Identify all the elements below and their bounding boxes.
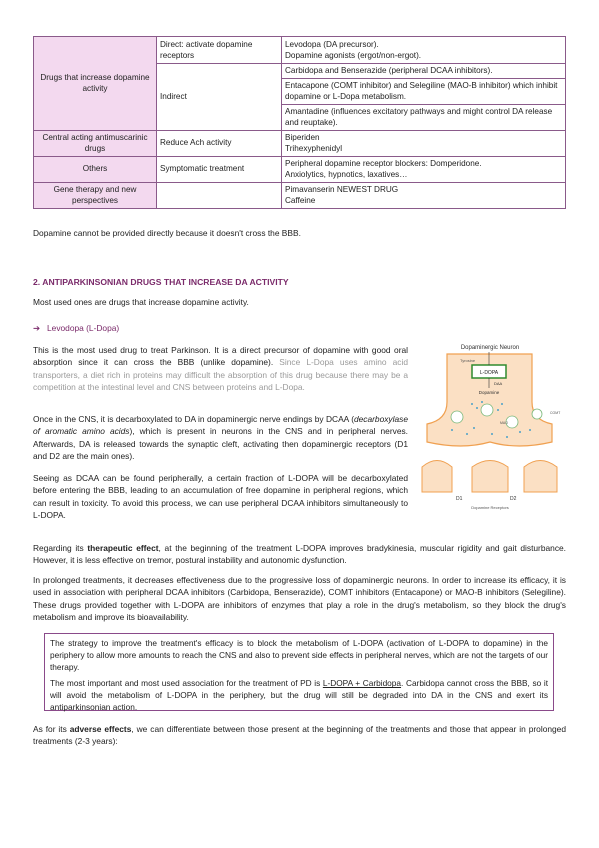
- table-line: Levodopa (DA precursor).: [285, 39, 379, 49]
- text-span: . Carbidopa cannot cross the BBB, so it will avoid the metabolism of L-DOPA in the periphery, but the drug will still be degraded into DA in the CNS and exert its antiparkinsonian action.: [50, 678, 548, 712]
- paragraph-therapeutic-effect: [33, 542, 566, 567]
- text-span-italic: decarboxylase of aromatic amino acids: [33, 414, 408, 437]
- table-cell-subcategory: Indirect: [157, 64, 282, 131]
- figure-title: Dopaminergic Neuron: [460, 345, 520, 351]
- table-cell-category: Central acting antimuscarinic drugs: [34, 130, 157, 156]
- table-cell-drugs: [282, 130, 566, 156]
- table-line: Carbidopa and Benserazide (peripheral DCAA inhibitors).: [282, 64, 566, 79]
- drug-classification-table: [33, 36, 566, 209]
- paragraph-adverse-effects: [33, 723, 566, 748]
- bbb-note: Dopamine cannot be provided directly because it doesn't cross the BBB.: [33, 228, 301, 238]
- table-cell-subcategory: [157, 182, 282, 208]
- table-line: Pimavanserin NEWEST DRUG: [285, 184, 399, 194]
- vesicle: [481, 404, 493, 416]
- subheading-text: Levodopa (L-Dopa): [47, 323, 120, 333]
- paragraph-decarboxylation: [33, 413, 408, 462]
- arrow-icon: ➔: [33, 323, 41, 333]
- text-span: Regarding its: [33, 543, 88, 553]
- vesicle: [532, 409, 542, 419]
- table-line: Trihexyphenidyl: [285, 144, 343, 153]
- box-paragraph-strategy: The strategy to improve the treatment's efficacy is to block the metabolism of L-DOPA (activation of L-DOPA to dopamine) in the periphery to allow more amounts to reach the CNS and also to prevent side effects in peripheral nerves, which are not the targets of our therapy.: [50, 638, 548, 672]
- box-paragraph-association: [50, 678, 548, 713]
- figure-mao-label: MAO: [500, 421, 508, 425]
- table-row: [34, 130, 566, 156]
- dopaminergic-neuron-figure: [412, 342, 567, 512]
- text-span: This is the most used drug to treat Parkinson. It is a direct precursor of dopamine with good oral absorption since it can cross the BBB (unlike dopamine).: [33, 345, 408, 368]
- text-span: , at the beginning of the treatment L-DOPA improves bradykinesia, muscular rigidity and gait disturbance. However, it is less effective on tremor, postural instability and autonomic dysfunction.: [33, 543, 566, 566]
- figure-daa-label: DAA: [494, 381, 503, 386]
- table-cell-category: Drugs that increase dopamine activity: [34, 37, 157, 131]
- table-cell-subcategory: Symptomatic treatment: [157, 156, 282, 182]
- table-cell-drugs: [282, 156, 566, 182]
- vesicle: [451, 411, 463, 423]
- paragraph-levodopa-intro: [33, 344, 408, 393]
- table-cell-drugs: [282, 182, 566, 208]
- figure-ldopa-label: L-DOPA: [479, 370, 499, 376]
- postsynaptic-membrane: [472, 461, 508, 493]
- table-cell-category: Gene therapy and new perspectives: [34, 182, 157, 208]
- table-cell-subcategory: Reduce Ach activity: [157, 130, 282, 156]
- section-heading: 2. ANTIPARKINSONIAN DRUGS THAT INCREASE DA ACTIVITY: [33, 277, 289, 287]
- text-span: ), which is present in neurons in the CNS and in peripheral nerves. Afterwards, DA is released towards the synaptic cleft, activating then dopaminergic receptors (D1 and D2 are the main ones).: [33, 426, 408, 461]
- table-row: [34, 182, 566, 208]
- table-cell-drugs: [282, 37, 566, 64]
- subheading: [33, 323, 119, 333]
- highlight-box: [44, 633, 554, 711]
- figure-comt-label: COMT: [550, 411, 561, 415]
- text-span: Once in the CNS, it is decarboxylated to DA in dopaminergic nerve endings by DCAA (: [33, 414, 354, 424]
- figure-d2-label: D2: [510, 496, 517, 502]
- figure-receptors-label: Dopamine Receptors: [471, 505, 509, 510]
- table-line: Biperiden: [285, 132, 320, 142]
- postsynaptic-membrane: [524, 461, 557, 493]
- text-span-gray: Since L-Dopa uses amino acid transporters, a diet rich in proteins may difficult the absorption of this drug because there may be a competition at the intestinal level and CNS between proteins and L-Dopa.: [33, 357, 409, 392]
- paragraph-peripheral-dcaa: Seeing as DCAA can be found peripherally, a certain fraction of L-DOPA will be decarboxylated before entering the BBB, leading to an accumulation of free dopamine in peripheral regions, which can result in toxicity. To avoid this process, we can use peripheral DCAA inhibitors simultaneously to L-DOPA.: [33, 473, 408, 520]
- table-line: Caffeine: [285, 196, 316, 205]
- paragraph-prolonged-treatment: In prolonged treatments, it decreases effectiveness due to the progressive loss of dopaminergic neurons. In order to increase its efficacy, it is used in association with peripheral DCAA inhibitors (Carbidopa, Benserazide), COMT inhibitors (Entacapone) or MAO-B inhibitors (Selegiline). These drugs provided together with L-DOPA are inhibitors of enzymes that play a role in the drug's metabolism, so they block the drug's metabolism and improve its bioavailability.: [33, 575, 566, 622]
- table-line: Anxiolytics, hypnotics, laxatives…: [285, 170, 408, 179]
- table-row: [34, 156, 566, 182]
- text-span: The most important and most used association for the treatment of PD is: [50, 678, 323, 689]
- text-span: , we can differentiate between those present at the beginning of the treatments and those that appear in prolonged treatments (2-3 years):: [33, 724, 566, 747]
- figure-dopamine-label: Dopamine: [478, 390, 500, 395]
- text-span-underlined: L-DOPA + Carbidopa: [322, 678, 402, 689]
- text-span-bold: therapeutic effect: [87, 543, 159, 553]
- postsynaptic-membrane: [422, 461, 452, 493]
- figure-tyrosine-label: Tyrosine: [460, 358, 476, 363]
- table-line: Dopamine agonists (ergot/non-ergot).: [285, 51, 422, 60]
- text-span: As for its: [33, 724, 70, 734]
- table-line: Entacapone (COMT inhibitor) and Selegiline (MAO-B inhibitor) which inhibit dopamine or L-Dopa metabolism.: [282, 78, 566, 104]
- text-span-bold: adverse effects: [69, 724, 132, 734]
- table-row: [34, 37, 566, 64]
- table-line: Amantadine (influences excitatory pathways and might control DA release and reuptake).: [282, 104, 566, 130]
- table-cell-subcategory: Direct: activate dopamine receptors: [157, 37, 282, 64]
- table-line: Peripheral dopamine receptor blockers: Domperidone.: [285, 158, 482, 168]
- table-cell-category: Others: [34, 156, 157, 182]
- section-intro: Most used ones are drugs that increase dopamine activity.: [33, 297, 249, 307]
- figure-d1-label: D1: [456, 496, 463, 502]
